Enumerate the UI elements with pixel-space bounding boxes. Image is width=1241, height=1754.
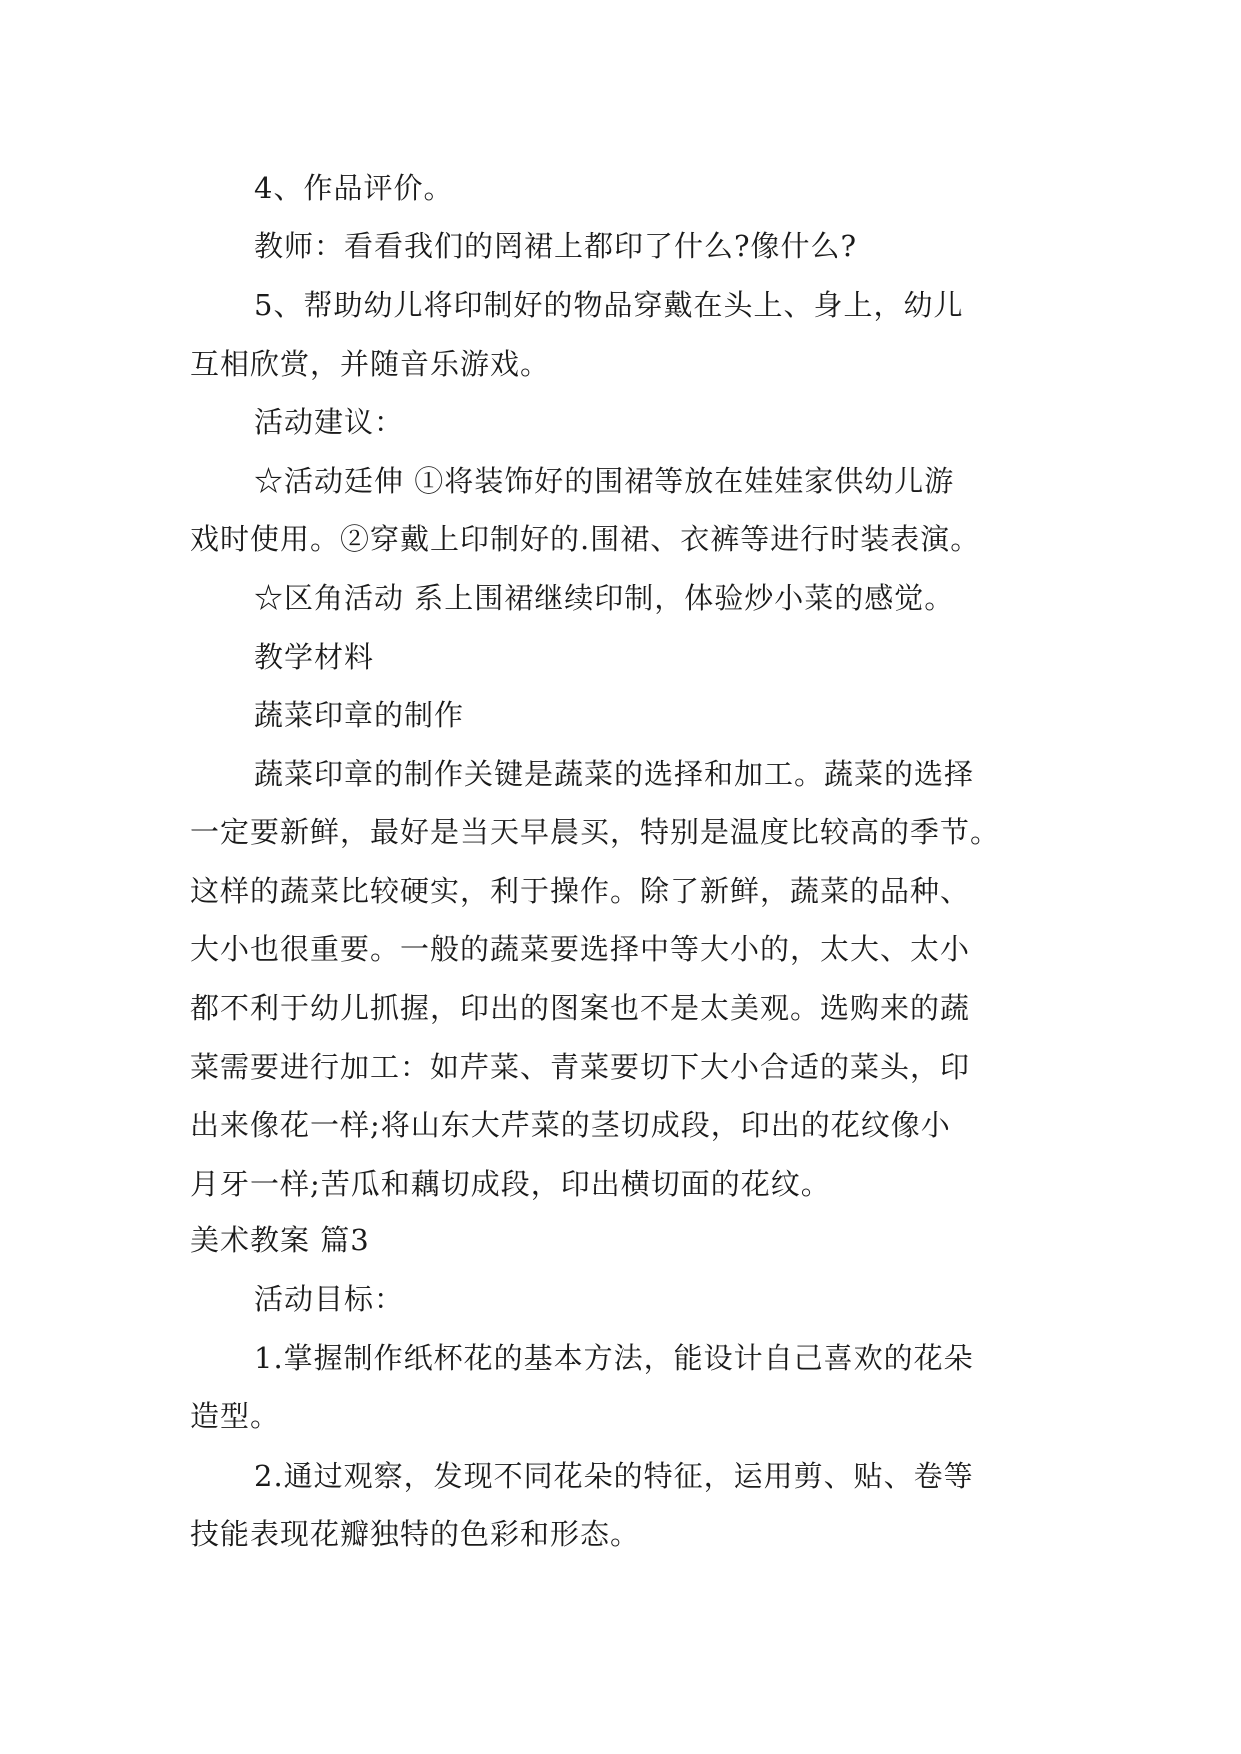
- subheading: 蔬菜印章的制作: [254, 698, 465, 732]
- paragraph-line: 这样的蔬菜比较硬实，利于操作。除了新鲜，蔬菜的品种、: [190, 874, 971, 908]
- paragraph-line: ☆区角活动 系上围裙继续印制，体验炒小菜的感觉。: [254, 581, 955, 615]
- paragraph-line: 月牙一样;苦瓜和藕切成段，印出横切面的花纹。: [190, 1167, 831, 1201]
- section-heading: 教学材料: [254, 640, 375, 674]
- paragraph-line: 蔬菜印章的制作关键是蔬菜的选择和加工。蔬菜的选择: [254, 757, 975, 791]
- paragraph-line: 教师：看看我们的罔裙上都印了什么?像什么?: [254, 229, 858, 263]
- paragraph-line: 1.掌握制作纸杯花的基本方法，能设计自己喜欢的花朵: [254, 1341, 974, 1375]
- paragraph-line: 造型。: [190, 1399, 281, 1433]
- paragraph-line: ☆活动廷伸 ①将装饰好的围裙等放在娃娃家供幼儿游: [254, 464, 955, 498]
- article-title: 美术教案 篇3: [190, 1223, 370, 1257]
- paragraph-line: 出来像花一样;将山东大芹菜的茎切成段，印出的花纹像小: [190, 1108, 951, 1142]
- paragraph-line: 2.通过观察，发现不同花朵的特征，运用剪、贴、卷等: [254, 1459, 974, 1493]
- paragraph-line: 大小也很重要。一般的蔬菜要选择中等大小的，太大、太小: [190, 932, 971, 966]
- paragraph-line: 一定要新鲜，最好是当天早晨买，特别是温度比较高的季节。: [190, 815, 1001, 849]
- paragraph-line: 活动建议：: [254, 405, 405, 439]
- paragraph-line: 菜需要进行加工：如芹菜、青菜要切下大小合适的菜头，印: [190, 1050, 971, 1084]
- paragraph-line: 技能表现花瓣独特的色彩和形态。: [190, 1517, 641, 1551]
- paragraph-line: 互相欣赏，并随音乐游戏。: [190, 347, 551, 381]
- paragraph-line: 都不利于幼儿抓握，印出的图案也不是太美观。选购来的蔬: [190, 991, 971, 1025]
- paragraph-line: 5、帮助幼儿将印制好的物品穿戴在头上、身上，幼儿: [254, 288, 964, 322]
- paragraph-line: 戏时使用。②穿戴上印制好的.围裙、衣裤等进行时装表演。: [190, 522, 981, 556]
- paragraph-line: 4、作品评价。: [254, 171, 454, 205]
- section-heading: 活动目标：: [254, 1282, 405, 1316]
